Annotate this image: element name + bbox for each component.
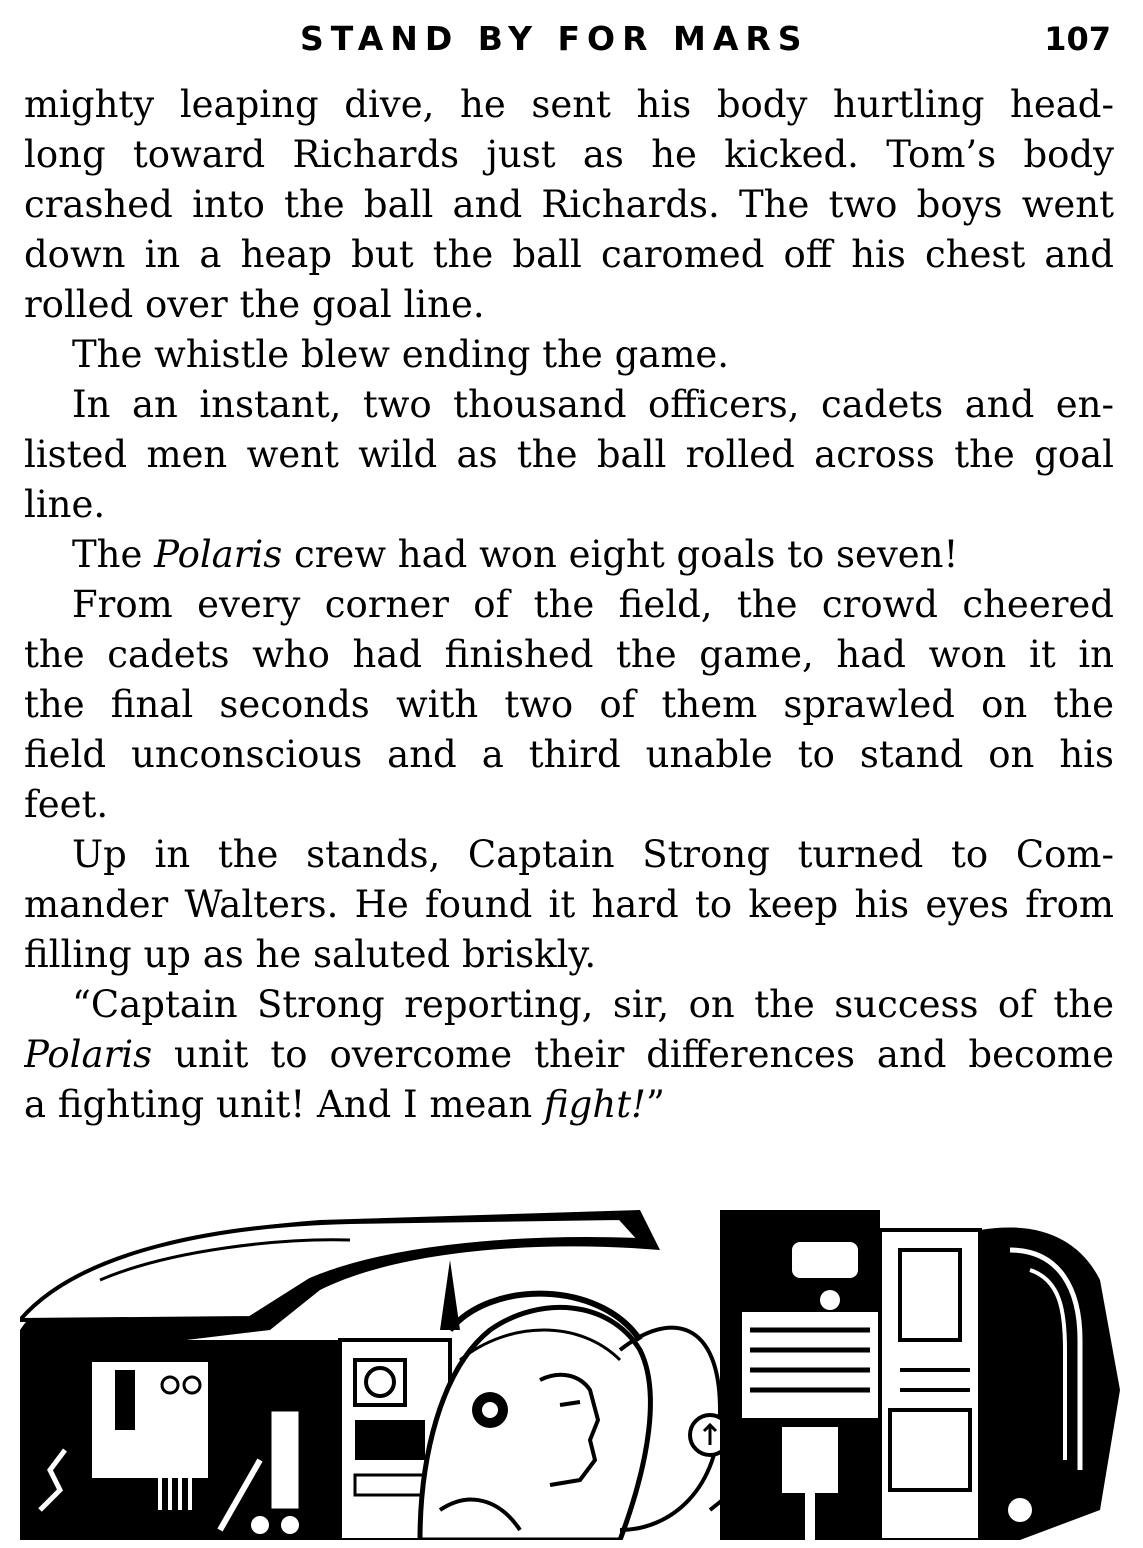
text-line: the cadets who had finished the game, had won it in bbox=[24, 633, 1114, 676]
emphasis: fight! bbox=[544, 1083, 646, 1126]
text-line: mighty leaping dive, he sent his body hurtling head- bbox=[24, 83, 1114, 126]
text-line: “Captain Strong reporting, sir, on the success of the bbox=[72, 983, 1114, 1026]
text-line: From every corner of the field, the crowd cheered bbox=[72, 583, 1114, 626]
ship-name: Polaris bbox=[24, 1033, 153, 1076]
text-line: line. bbox=[24, 483, 106, 526]
running-head bbox=[0, 14, 1143, 64]
text-line: In an instant, two thousand officers, cadets and en- bbox=[72, 383, 1114, 426]
text-line: feet. bbox=[24, 783, 109, 826]
text-line: long toward Richards just as he kicked. Tom’s body bbox=[24, 133, 1114, 176]
text-run: ” bbox=[645, 1083, 665, 1126]
text-run: a fighting unit! And I mean bbox=[24, 1083, 544, 1126]
text-line bbox=[24, 1080, 1114, 1130]
text-run: unit to overcome their differences and become bbox=[152, 1033, 1114, 1076]
text-line: down in a heap but the ball caromed off his chest and bbox=[24, 233, 1114, 276]
text-line: listed men went wild as the ball rolled across the goal bbox=[24, 433, 1114, 476]
page-number: 107 bbox=[1044, 20, 1111, 58]
body-text bbox=[24, 80, 1114, 1130]
page-header-title: STAND BY FOR MARS bbox=[300, 19, 809, 58]
text-run: crew had won eight goals to seven! bbox=[282, 533, 959, 576]
text-line: rolled over the goal line. bbox=[24, 283, 485, 326]
text-line: Up in the stands, Captain Strong turned to Com- bbox=[72, 833, 1114, 876]
text-line bbox=[24, 1030, 1114, 1080]
text-run: The bbox=[72, 533, 155, 576]
text-line bbox=[24, 530, 1114, 580]
text-line: field unconscious and a third unable to stand on his bbox=[24, 733, 1114, 776]
text-line: the final seconds with two of them sprawled on the bbox=[24, 683, 1114, 726]
ship-name: Polaris bbox=[154, 533, 283, 576]
text-line: crashed into the ball and Richards. The two boys went bbox=[24, 183, 1114, 226]
text-line: mander Walters. He found it hard to keep his eyes from bbox=[24, 883, 1114, 926]
text-line: The whistle blew ending the game. bbox=[72, 333, 730, 376]
cockpit-illustration-icon bbox=[20, 1210, 1120, 1540]
text-line: filling up as he saluted briskly. bbox=[24, 933, 597, 976]
